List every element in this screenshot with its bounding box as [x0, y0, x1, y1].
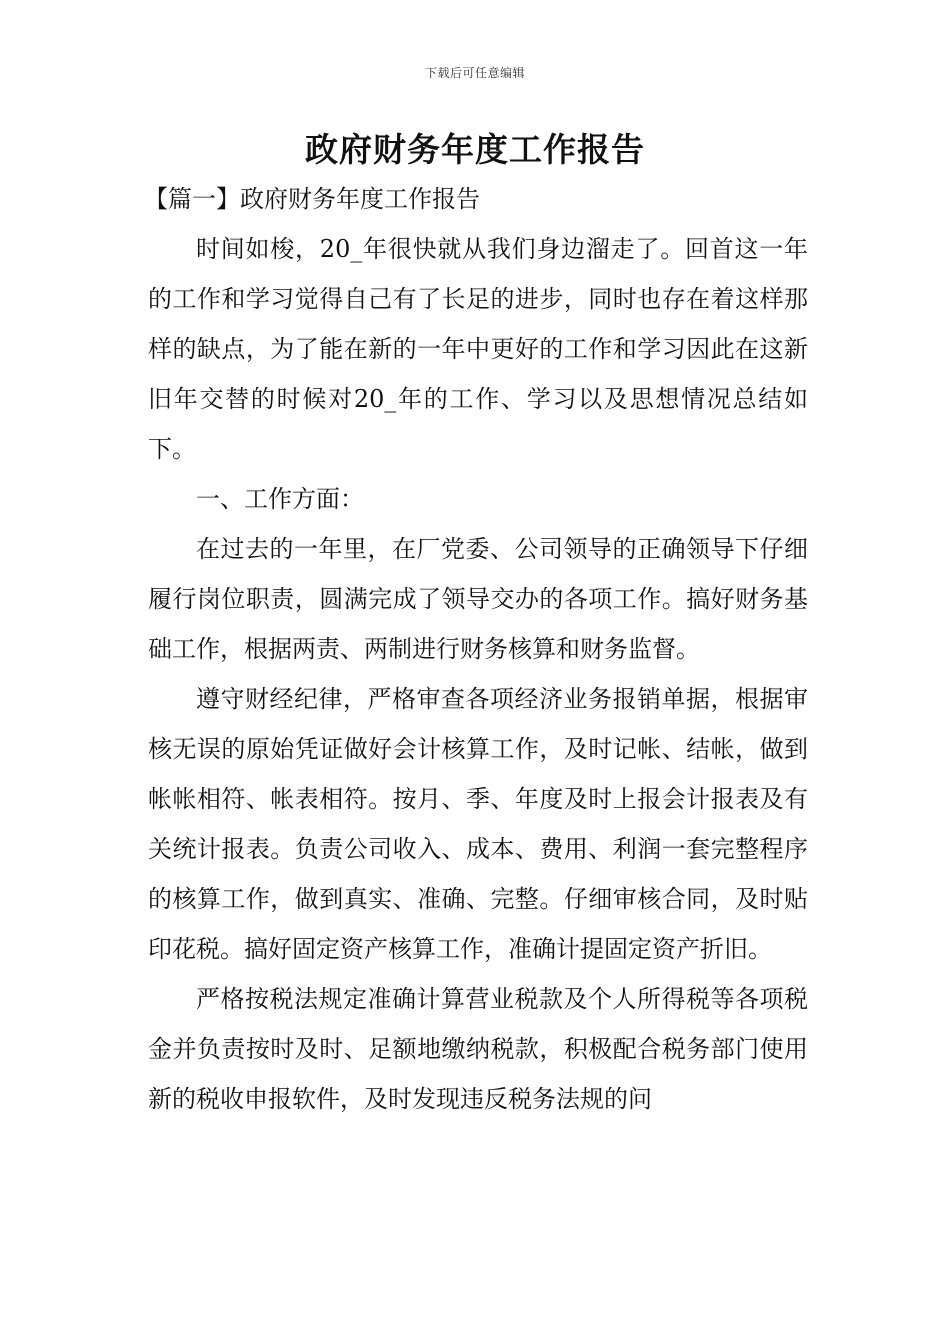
- paragraph-intro: 时间如梭，20_年很快就从我们身边溜走了。回首这一年的工作和学习觉得自己有了长足的进步，同时也存在着这样那样的缺点，为了能在新的一年中更好的工作和学习因此在这新旧年交替的时候对20_年的工作、学习以及思想情况总结如下。: [148, 235, 808, 463]
- paragraph-discipline: 遵守财经纪律，严格审查各项经济业务报销单据，根据审核无误的原始凭证做好会计核算工作，及时记帐、结帐，做到帐帐相符、帐表相符。按月、季、年度及时上报会计报表及有关统计报表。负责公司收入、成本、费用、利润一套完整程序的核算工作，做到真实、准确、完整。仔细审核合同，及时贴印花税。搞好固定资产核算工作，准确计提固定资产折旧。: [148, 685, 808, 963]
- paragraph-tax: 严格按税法规定准确计算营业税款及个人所得税等各项税金并负责按时及时、足额地缴纳税款，积极配合税务部门使用新的税收申报软件，及时发现违反税务法规的问: [148, 985, 808, 1113]
- paragraph-work-heading: 一、工作方面：: [196, 485, 364, 513]
- section-heading: 【篇一】政府财务年度工作报告: [144, 185, 480, 213]
- paragraph-duties: 在过去的一年里，在厂党委、公司领导的正确领导下仔细履行岗位职责，圆满完成了领导交办的各项工作。搞好财务基础工作，根据两责、两制进行财务核算和财务监督。: [148, 535, 808, 663]
- document-body: [144, 174, 808, 1124]
- header-note: 下载后可任意编辑: [424, 66, 525, 80]
- document-title: 政府财务年度工作报告: [305, 130, 645, 169]
